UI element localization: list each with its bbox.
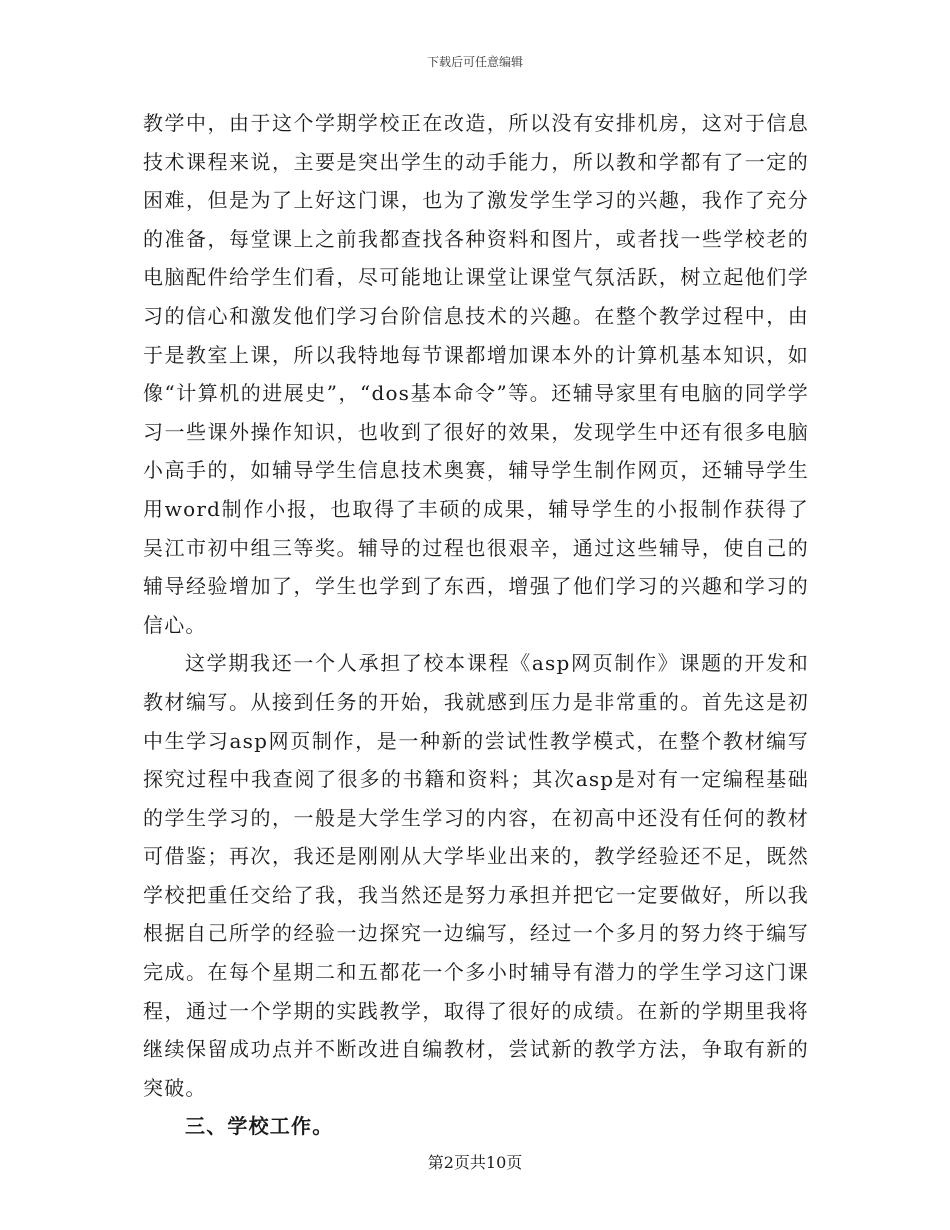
- page-footer: 第2页共10页: [427, 1153, 523, 1172]
- paragraph-school-curriculum: 这学期我还一个人承担了校本课程《asp网页制作》课题的开发和教材编写。从接到任务的开始，我就感到压力是非常重的。首先这是初中生学习asp网页制作，是一种新的尝试性教学模式，在整个教材编写探究过程中我查阅了很多的书籍和资料；其次asp是对有一定编程基础的学生学习的，一般是大学生学习的内容，在初高中还没有任何的教材可借鉴；再次，我还是刚刚从大学毕业出来的，教学经验还不足，既然学校把重任交给了我，我当然还是努力承担并把它一定要做好，所以我根据自己所学的经验一边探究一边编写，经过一个多月的努力终于编写完成。在每个星期二和五都花一个多小时辅导有潜力的学生学习这门课程，通过一个学期的实践教学，取得了很好的成绩。在新的学期里我将继续保留成功点并不断改进自编教材，尝试新的教学方法，争取有新的突破。: [143, 651, 809, 1100]
- document-body: [143, 104, 809, 1146]
- page-header: 下载后可任意编辑: [426, 55, 523, 69]
- paragraph-teaching-practice: 教学中，由于这个学期学校正在改造，所以没有安排机房，这对于信息技术课程来说，主要是突出学生的动手能力，所以教和学都有了一定的困难，但是为了上好这门课，也为了激发学生学习的兴趣，我作了充分的准备，每堂课上之前我都查找各种资料和图片，或者找一些学校老的电脑配件给学生们看，尽可能地让课堂让课堂气氛活跃，树立起他们学习的信心和激发他们学习台阶信息技术的兴趣。在整个教学过程中，由于是教室上课，所以我特地每节课都增加课本外的计算机基本知识，如像“计算机的进展史”，“dos基本命令”等。还辅导家里有电脑的同学学习一些课外操作知识，也收到了很好的效果，发现学生中还有很多电脑小高手的，如辅导学生信息技术奥赛，辅导学生制作网页，还辅导学生用word制作小报，也取得了丰硕的成果，辅导学生的小报制作获得了吴江市初中组三等奖。辅导的过程也很艰辛，通过这些辅导，使自己的辅导经验增加了，学生也学到了东西，增强了他们学习的兴趣和学习的信心。: [143, 111, 809, 637]
- section-heading: 三、学校工作。: [185, 1114, 334, 1139]
